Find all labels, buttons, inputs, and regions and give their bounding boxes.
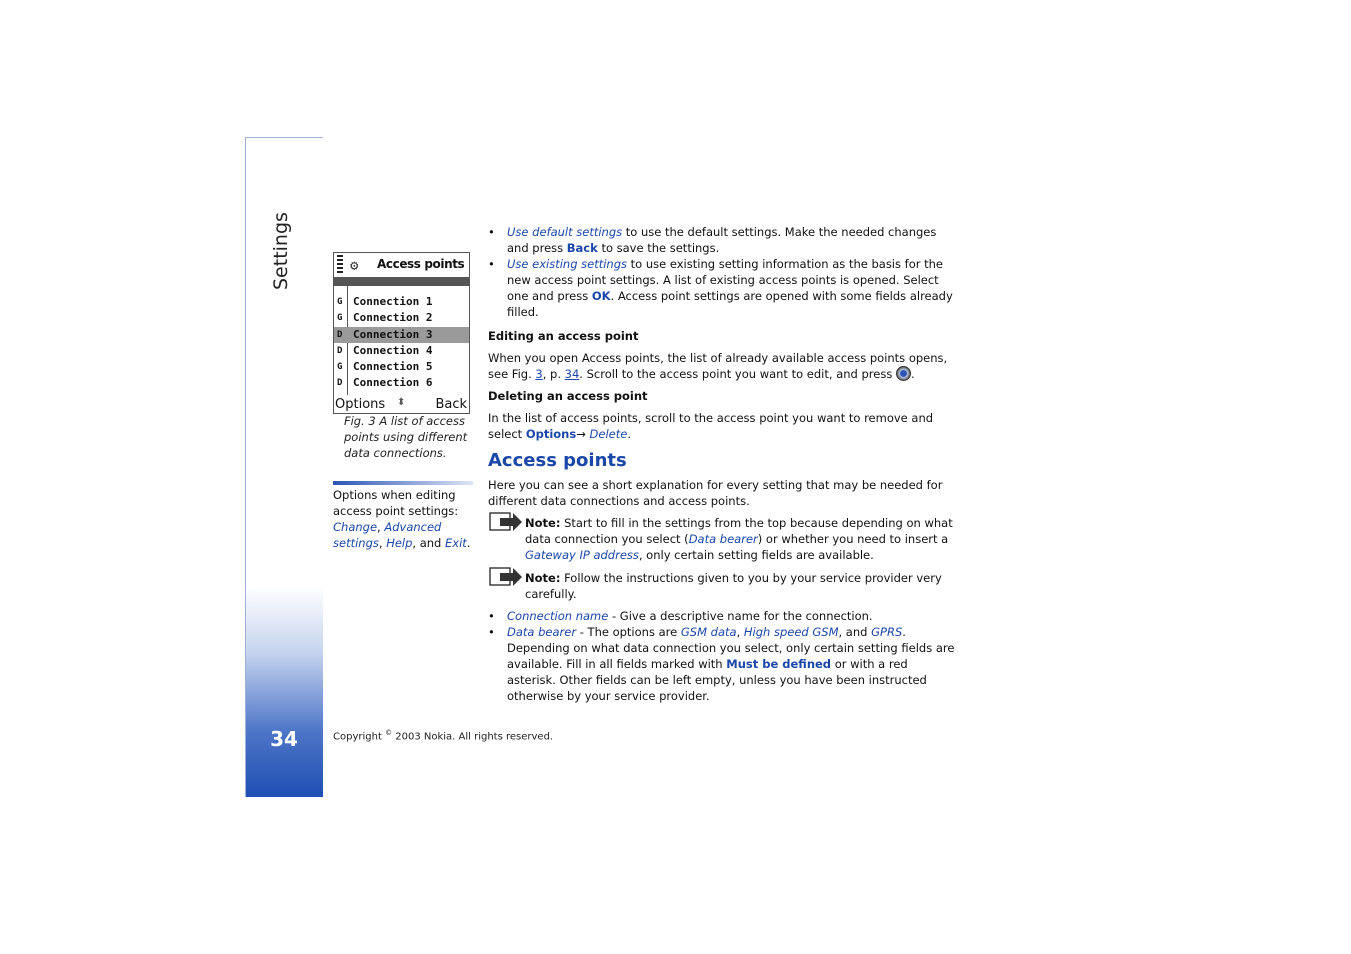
deleting-paragraph: In the list of access points, scroll to the access point you want to remove and select Options→ Delete. (488, 411, 934, 441)
section-title: Settings (270, 212, 292, 290)
access-points-heading: Access points (488, 450, 627, 471)
text: to save the settings. (601, 241, 720, 255)
phone-header (334, 253, 469, 277)
connection-row[interactable] (334, 375, 469, 391)
note-arrow-icon (489, 511, 523, 533)
text: Start to fill in the settings from the top because depending on what data connection you select ( (525, 516, 953, 546)
softkey-bar (334, 396, 469, 414)
signal-icon (337, 255, 343, 273)
delete-link: Delete (589, 427, 628, 441)
phone-title-bar (334, 277, 469, 286)
figure-caption: Fig. 3 A list of access points using different data connections. (344, 414, 468, 460)
data-bearer-link: Data bearer (688, 532, 758, 546)
options-softkey[interactable]: Options (335, 397, 386, 412)
advanced-settings-option: Advanced settings (333, 520, 442, 550)
back-keyword: Back (566, 241, 598, 255)
copyright-text: 2003 Nokia. All rights reserved. (395, 731, 554, 743)
bullet-connection-name (488, 608, 960, 624)
ok-keyword: OK (591, 289, 611, 303)
text: Follow the instructions given to you by your service provider very carefully. (525, 571, 942, 601)
note-1 (488, 515, 960, 563)
phone-screen (333, 252, 470, 414)
note-2 (488, 570, 960, 602)
default-settings-link: Use default settings (507, 225, 623, 239)
text: or with a red asterisk. Other fields can be left empty, unless you have been instructed otherwise by your service provider. (507, 657, 927, 703)
connection-label: Connection 2 (353, 311, 433, 324)
help-option: Help (386, 536, 413, 550)
editing-heading: Editing an access point (488, 329, 639, 343)
connection-name-link: Connection name (507, 609, 609, 623)
data-call-icon: D (337, 330, 343, 340)
and-text: and (419, 536, 442, 550)
copyright (333, 729, 553, 742)
connection-label: Connection 1 (353, 295, 433, 308)
note-label: Note: (525, 516, 561, 530)
text: - The options are (579, 625, 678, 639)
settings-gear-icon: ⚙ (350, 258, 359, 274)
text: When you open Access points, the list of already available access points opens, see Fig. (488, 351, 948, 381)
bullet-existing-settings: • Use existing settings to use existing setting information as the basis for the new access point settings. A list of existing access points is opened. Select one and press OK. Access point settings are opened with some fields already filled. (488, 256, 960, 320)
gsm-data-link: GSM data (680, 625, 737, 639)
copyright-prefix: Copyright (333, 731, 382, 743)
text: ) or whether you need to insert a (757, 532, 949, 546)
gprs-link: GPRS (871, 625, 903, 639)
bullet-data-bearer: • Data bearer - The options are GSM data, High speed GSM, and GPRS. Depending on what data connection you select, only certain setting fields are available. Fill in all fields marked with Must be defined or with a red asterisk. Other fields can be left empty, unless you have been instructed otherwise by your service provider. (488, 624, 960, 704)
note-arrow-icon (489, 566, 523, 588)
text: to use the default settings. Make the needed changes and press (507, 225, 937, 255)
editing-paragraph: When you open Access points, the list of already available access points opens, see Fig. 3, p. 34. Scroll to the access point you want to edit, and press . (488, 351, 948, 381)
data-bearer-link: Data bearer (507, 625, 577, 639)
data-call-icon: D (337, 378, 343, 388)
options-keyword: Options (525, 427, 577, 441)
data-call-icon: D (337, 346, 343, 356)
bullet-default-settings (488, 224, 960, 256)
options-divider (333, 481, 473, 485)
existing-settings-link: Use existing settings (507, 257, 628, 271)
connection-label: Connection 5 (353, 360, 433, 373)
high-speed-gsm-link: High speed GSM (743, 625, 839, 639)
figure-link[interactable]: 3 (535, 367, 543, 381)
gprs-icon: G (337, 362, 343, 372)
text: In the list of access points, scroll to the access point you want to remove and select (488, 411, 934, 441)
connection-row[interactable] (334, 294, 469, 310)
connection-row[interactable] (334, 310, 469, 326)
main-content (488, 224, 960, 704)
arrow-icon: → (576, 427, 586, 441)
phone-title: Access points (377, 257, 465, 271)
options-box: Options when editing access point settings: Change, Advanced settings, Help, and Exit. (333, 488, 471, 550)
text: . Scroll to the access point you want to edit, and press (579, 367, 893, 381)
text: , only certain setting fields are available. (638, 548, 874, 562)
connection-label: Connection 3 (353, 328, 433, 341)
gprs-icon: G (337, 297, 343, 307)
gateway-ip-link: Gateway IP address (525, 548, 639, 562)
text: , and (838, 625, 868, 639)
connection-label: Connection 6 (353, 376, 433, 389)
connection-row-selected[interactable] (334, 327, 469, 343)
joystick-icon (896, 366, 911, 381)
connection-label: Connection 4 (353, 344, 433, 357)
text: , p. (542, 367, 561, 381)
connection-row[interactable] (334, 359, 469, 375)
deleting-heading: Deleting an access point (488, 389, 648, 403)
connection-row[interactable] (334, 343, 469, 359)
gprs-icon: G (337, 313, 343, 323)
text: - Give a descriptive name for the connection. (612, 609, 873, 623)
copyright-symbol: © (385, 729, 393, 737)
page-link[interactable]: 34 (564, 367, 580, 381)
options-intro: Options when editing access point settings: (333, 488, 459, 518)
back-softkey[interactable]: Back (435, 397, 467, 412)
exit-option: Exit (445, 536, 467, 550)
text: to use existing setting information as the basis for the new access point settings. A list of existing access points is opened. Select one and press (507, 257, 943, 303)
scroll-arrows-icon: ⬍ (397, 397, 406, 408)
text: Access point settings are opened with some fields already filled. (507, 289, 953, 319)
must-be-defined-keyword: Must be defined (726, 657, 832, 671)
change-option: Change (333, 520, 378, 534)
intro-paragraph: Here you can see a short explanation for every setting that may be needed for different data connections and access points. (488, 478, 943, 508)
text: . Depending on what data connection you select, only certain setting fields are available. Fill in all fields marked with (507, 625, 955, 671)
page-number: 34 (270, 727, 298, 751)
note-label: Note: (525, 571, 561, 585)
